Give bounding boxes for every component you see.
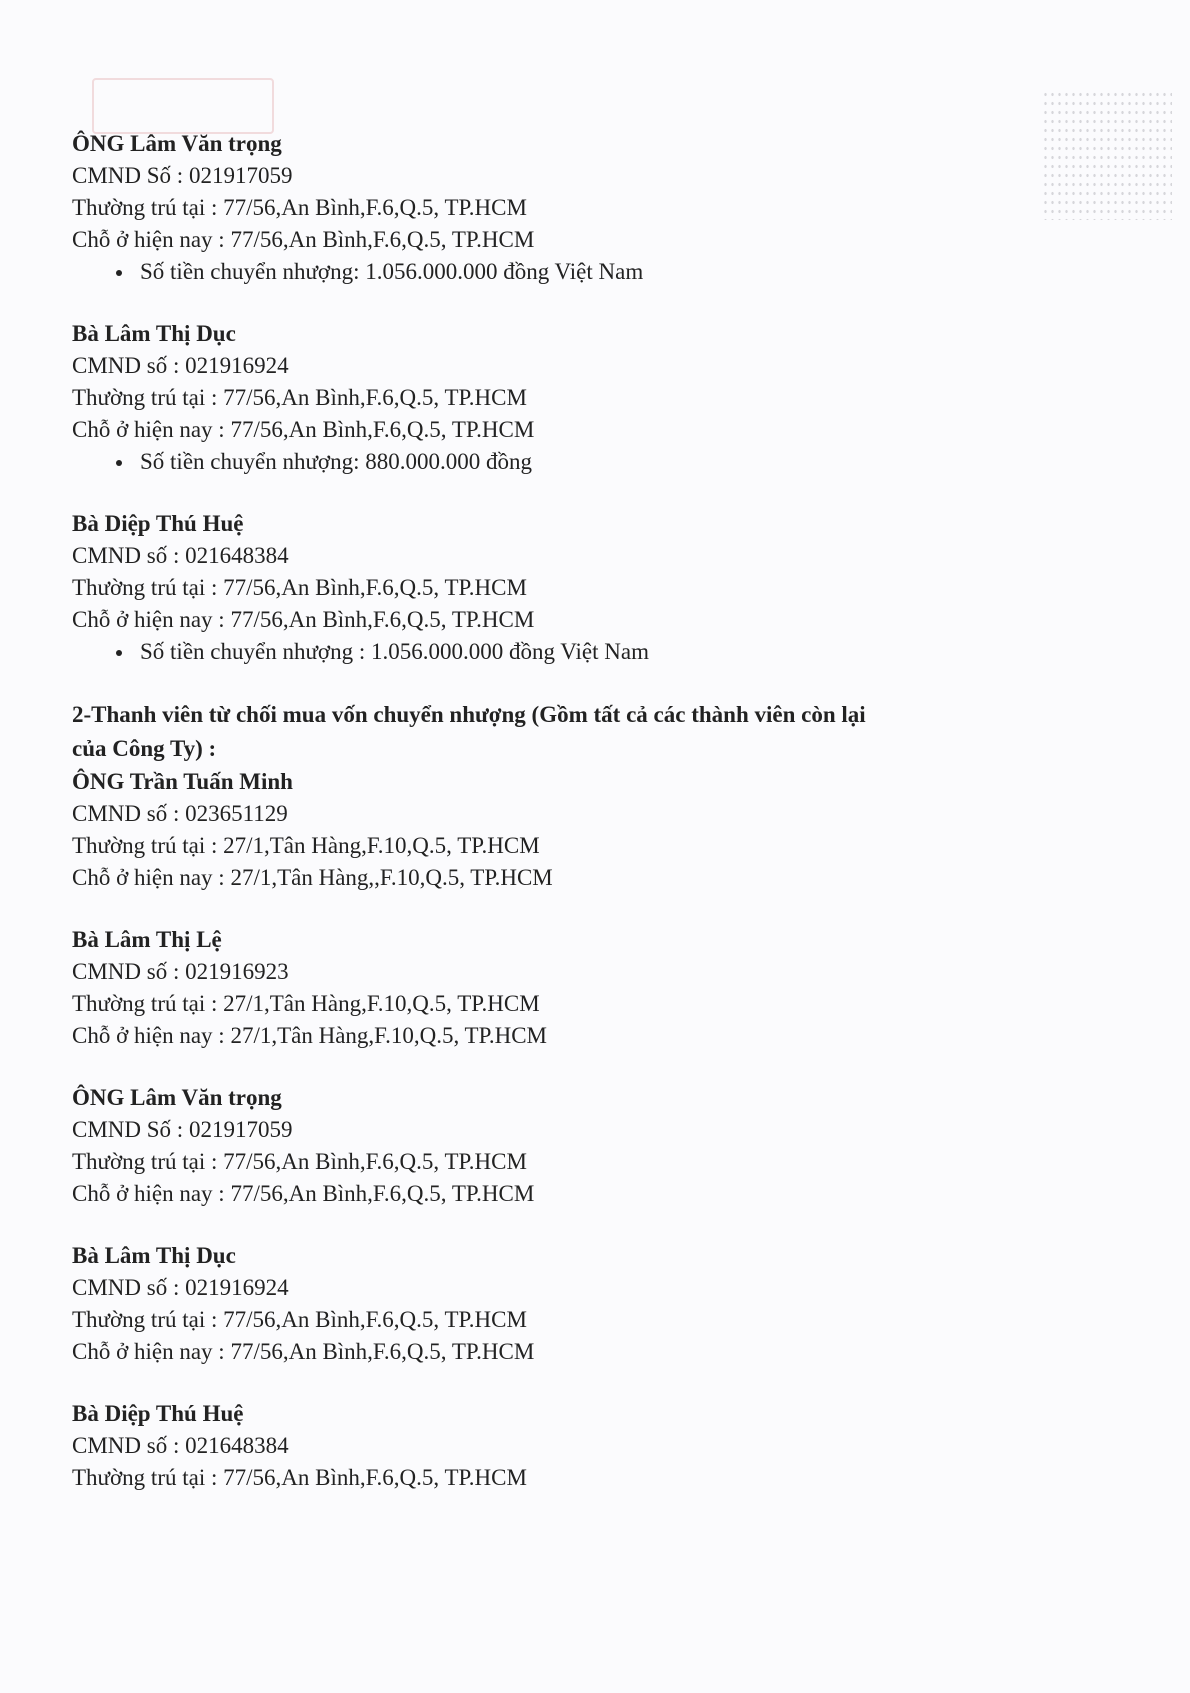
transferor-entry: [72, 508, 1072, 668]
permanent-address: Thường trú tại : 77/56,An Bình,F.6,Q.5, TP.HCM: [72, 195, 527, 220]
id-number: CMND số : 021648384: [72, 1433, 289, 1458]
person-name: Bà Lâm Thị Dục: [72, 321, 236, 346]
current-address: Chỗ ở hiện nay : 77/56,An Bình,F.6,Q.5, TP.HCM: [72, 1339, 535, 1364]
person-name: ÔNG Lâm Văn trọng: [72, 131, 282, 156]
member-entry: [72, 1240, 1072, 1368]
section-heading: 2-Thanh viên từ chối mua vốn chuyển nhượng (Gồm tất cả các thành viên còn lại: [72, 702, 866, 727]
section-2: [72, 698, 1072, 1494]
permanent-address: Thường trú tại : 77/56,An Bình,F.6,Q.5, TP.HCM: [72, 1465, 527, 1490]
id-number: CMND Số : 021917059: [72, 1117, 293, 1142]
section-heading-cont: của Công Ty) :: [72, 736, 217, 761]
transfer-amount: [72, 256, 1072, 288]
person-name: Bà Diệp Thú Huệ: [72, 1401, 244, 1426]
id-number: CMND số : 021648384: [72, 543, 289, 568]
current-address: Chỗ ở hiện nay : 77/56,An Bình,F.6,Q.5, TP.HCM: [72, 417, 535, 442]
transfer-amount: [72, 636, 1072, 668]
transfer-amount-text: Số tiền chuyển nhượng : 1.056.000.000 đồng Việt Nam: [140, 639, 649, 664]
person-name: ÔNG Lâm Văn trọng: [72, 1085, 282, 1110]
id-number: CMND số : 021916924: [72, 353, 289, 378]
person-name: ÔNG Trần Tuấn Minh: [72, 769, 293, 794]
document-body: [72, 128, 1072, 1524]
current-address: Chỗ ở hiện nay : 77/56,An Bình,F.6,Q.5, TP.HCM: [72, 607, 535, 632]
permanent-address: Thường trú tại : 27/1,Tân Hàng,F.10,Q.5, TP.HCM: [72, 991, 540, 1016]
person-name: Bà Lâm Thị Dục: [72, 1243, 236, 1268]
id-number: CMND Số : 021917059: [72, 163, 293, 188]
transfer-amount-text: Số tiền chuyển nhượng: 880.000.000 đồng: [140, 449, 532, 474]
id-number: CMND số : 021916924: [72, 1275, 289, 1300]
permanent-address: Thường trú tại : 77/56,An Bình,F.6,Q.5, TP.HCM: [72, 1307, 527, 1332]
id-number: CMND số : 023651129: [72, 801, 288, 826]
current-address: Chỗ ở hiện nay : 77/56,An Bình,F.6,Q.5, TP.HCM: [72, 227, 535, 252]
transferor-entry: [72, 128, 1072, 288]
transfer-amount: [72, 446, 1072, 478]
current-address: Chỗ ở hiện nay : 27/1,Tân Hàng,F.10,Q.5, TP.HCM: [72, 1023, 548, 1048]
person-name: Bà Lâm Thị Lệ: [72, 927, 222, 952]
current-address: Chỗ ở hiện nay : 77/56,An Bình,F.6,Q.5, TP.HCM: [72, 1181, 535, 1206]
permanent-address: Thường trú tại : 27/1,Tân Hàng,F.10,Q.5, TP.HCM: [72, 833, 540, 858]
member-entry: [72, 924, 1072, 1052]
faded-stamp: [92, 78, 274, 134]
permanent-address: Thường trú tại : 77/56,An Bình,F.6,Q.5, TP.HCM: [72, 1149, 527, 1174]
member-entry: [72, 1082, 1072, 1210]
permanent-address: Thường trú tại : 77/56,An Bình,F.6,Q.5, TP.HCM: [72, 385, 527, 410]
id-number: CMND số : 021916923: [72, 959, 289, 984]
permanent-address: Thường trú tại : 77/56,An Bình,F.6,Q.5, TP.HCM: [72, 575, 527, 600]
transferor-entry: [72, 318, 1072, 478]
current-address: Chỗ ở hiện nay : 27/1,Tân Hàng,,F.10,Q.5, TP.HCM: [72, 865, 553, 890]
person-name: Bà Diệp Thú Huệ: [72, 511, 244, 536]
member-entry: [72, 766, 1072, 894]
member-entry: [72, 1398, 1072, 1494]
transfer-amount-text: Số tiền chuyển nhượng: 1.056.000.000 đồng Việt Nam: [140, 259, 644, 284]
